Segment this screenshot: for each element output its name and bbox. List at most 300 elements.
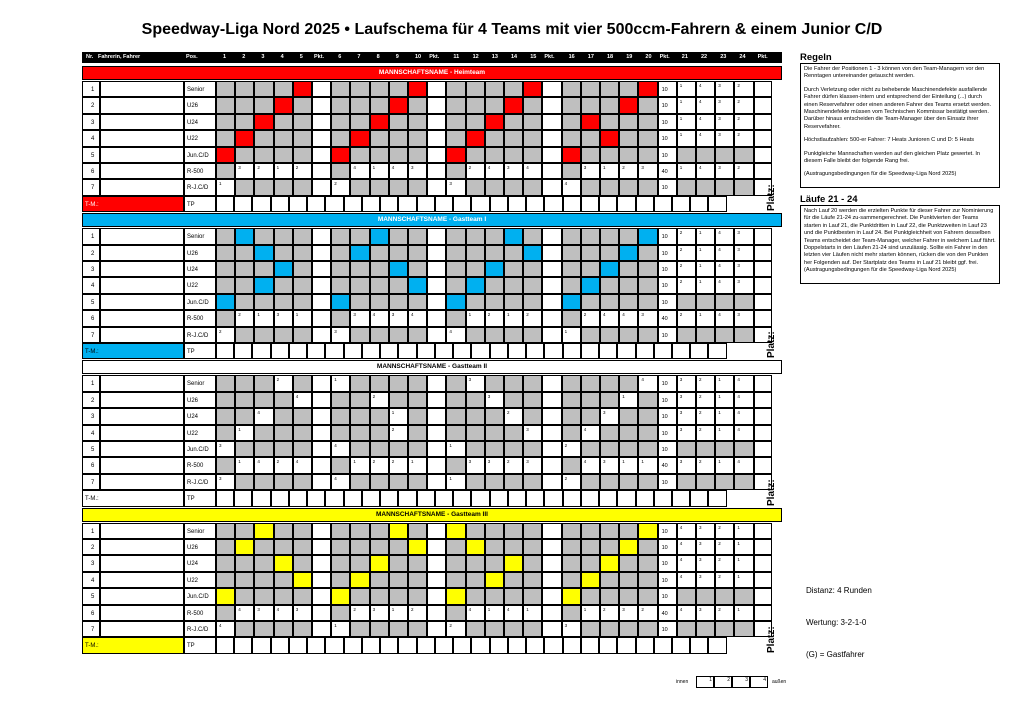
- rider-name-field[interactable]: [100, 114, 184, 130]
- rider-name-field[interactable]: [100, 130, 184, 146]
- team-points-cell[interactable]: [471, 490, 489, 506]
- extra-points-cell[interactable]: [754, 163, 772, 179]
- team-points-cell[interactable]: [490, 343, 508, 359]
- points-cell[interactable]: [542, 375, 561, 391]
- team-points-cell[interactable]: [471, 343, 489, 359]
- team-points-cell[interactable]: [289, 490, 307, 506]
- extra-points-cell[interactable]: [754, 228, 772, 244]
- header-pkt-extra: Pkt.: [757, 54, 768, 60]
- points-cell[interactable]: [427, 81, 446, 97]
- points-cell[interactable]: [427, 555, 446, 571]
- team-points-cell[interactable]: [380, 343, 398, 359]
- points-cell[interactable]: [312, 147, 331, 163]
- team-points-cell[interactable]: [362, 196, 380, 212]
- rider-name-field[interactable]: [100, 81, 184, 97]
- team-points-cell[interactable]: [380, 637, 398, 653]
- points-cell[interactable]: [427, 392, 446, 408]
- team-points-cell[interactable]: [672, 490, 690, 506]
- points-cell[interactable]: [427, 179, 446, 195]
- team-points-cell[interactable]: [417, 343, 435, 359]
- points-cell[interactable]: [312, 294, 331, 310]
- team-points-cell[interactable]: [398, 490, 416, 506]
- team-points-cell[interactable]: [690, 637, 708, 653]
- team-points-cell[interactable]: [362, 637, 380, 653]
- team-points-cell[interactable]: [289, 196, 307, 212]
- rider-name-field[interactable]: [100, 277, 184, 293]
- team-points-cell[interactable]: [252, 490, 270, 506]
- team-points-cell[interactable]: [544, 490, 562, 506]
- team-points-cell[interactable]: [599, 490, 617, 506]
- points-cell[interactable]: [312, 555, 331, 571]
- team-points-cell[interactable]: [271, 637, 289, 653]
- points-cell[interactable]: [427, 425, 446, 441]
- team-points-cell[interactable]: [654, 343, 672, 359]
- points-cell[interactable]: [312, 408, 331, 424]
- heat-cell: [254, 523, 273, 539]
- points-cell[interactable]: [427, 228, 446, 244]
- rider-name-field[interactable]: [100, 228, 184, 244]
- team-points-cell[interactable]: [581, 196, 599, 212]
- extra-points-cell[interactable]: [754, 310, 772, 326]
- points-cell[interactable]: [427, 523, 446, 539]
- points-cell[interactable]: [427, 572, 446, 588]
- heat-cell: [370, 555, 389, 571]
- gate-number: 3: [449, 181, 452, 187]
- points-cell[interactable]: [427, 375, 446, 391]
- points-cell[interactable]: [542, 114, 561, 130]
- extra-points-cell[interactable]: [754, 81, 772, 97]
- points-cell[interactable]: [542, 425, 561, 441]
- points-cell[interactable]: [542, 572, 561, 588]
- team-points-cell[interactable]: [216, 490, 234, 506]
- team-points-cell[interactable]: [581, 637, 599, 653]
- team-points-cell[interactable]: [690, 490, 708, 506]
- gate-number: 4: [257, 459, 260, 465]
- points-cell[interactable]: [312, 457, 331, 473]
- team-points-cell[interactable]: [417, 637, 435, 653]
- points-cell[interactable]: [312, 327, 331, 343]
- team-points-cell[interactable]: [708, 490, 726, 506]
- rider-name-field[interactable]: [100, 523, 184, 539]
- team-points-cell[interactable]: [417, 196, 435, 212]
- team-points-cell[interactable]: [672, 637, 690, 653]
- points-cell[interactable]: [427, 327, 446, 343]
- team-points-cell[interactable]: [380, 490, 398, 506]
- points-cell[interactable]: [312, 441, 331, 457]
- heat-cell: [389, 457, 408, 473]
- extra-points-cell[interactable]: [754, 523, 772, 539]
- gate-number: 4: [391, 165, 395, 170]
- points-cell[interactable]: [427, 130, 446, 146]
- extra-points-cell[interactable]: [754, 408, 772, 424]
- points-cell[interactable]: [542, 408, 561, 424]
- extra-points-cell[interactable]: [754, 245, 772, 261]
- rider-name-field[interactable]: [100, 555, 184, 571]
- team-points-cell[interactable]: [544, 196, 562, 212]
- header-heat-5: 5: [299, 54, 303, 60]
- points-cell[interactable]: [312, 81, 331, 97]
- heat-cell: [581, 605, 600, 621]
- team-points-cell[interactable]: [234, 490, 252, 506]
- team-points-cell[interactable]: [307, 343, 325, 359]
- team-points-cell[interactable]: [617, 490, 635, 506]
- extra-points-cell[interactable]: [754, 425, 772, 441]
- team-points-cell[interactable]: [490, 196, 508, 212]
- heat-cell: [638, 261, 657, 277]
- points-cell[interactable]: [312, 130, 331, 146]
- points-cell[interactable]: [312, 163, 331, 179]
- team-points-cell[interactable]: [690, 343, 708, 359]
- points-cell[interactable]: [542, 294, 561, 310]
- points-cell[interactable]: [312, 539, 331, 555]
- team-points-cell[interactable]: [690, 196, 708, 212]
- team-points-cell[interactable]: [654, 196, 672, 212]
- team-points-cell[interactable]: [398, 343, 416, 359]
- points-cell[interactable]: [312, 605, 331, 621]
- extra-points-cell[interactable]: [754, 605, 772, 621]
- extra-points-cell[interactable]: [754, 261, 772, 277]
- points-cell[interactable]: [312, 588, 331, 604]
- team-points-cell[interactable]: [636, 490, 654, 506]
- heat-cell: [370, 81, 389, 97]
- heat-cell: [562, 457, 581, 473]
- points-cell[interactable]: [427, 310, 446, 326]
- heat-cell: [235, 539, 254, 555]
- heat-cell: [235, 310, 254, 326]
- team-points-cell[interactable]: [654, 637, 672, 653]
- team-points-cell[interactable]: [435, 490, 453, 506]
- points-cell[interactable]: [312, 572, 331, 588]
- team-points-cell[interactable]: [508, 490, 526, 506]
- team-points-cell[interactable]: [599, 637, 617, 653]
- rider-name-field[interactable]: [100, 294, 184, 310]
- rider-name-field[interactable]: [100, 147, 184, 163]
- team-points-cell[interactable]: [289, 637, 307, 653]
- row-number: 6: [91, 610, 95, 617]
- team-points-cell[interactable]: [435, 196, 453, 212]
- heat-cell: [254, 621, 273, 637]
- points-cell[interactable]: [542, 163, 561, 179]
- points-cell[interactable]: [542, 523, 561, 539]
- heat-cell: [293, 523, 312, 539]
- points-cell[interactable]: [427, 114, 446, 130]
- team-points-cell[interactable]: [252, 637, 270, 653]
- team-points-cell[interactable]: [563, 637, 581, 653]
- points-cell[interactable]: [427, 588, 446, 604]
- rider-name-field[interactable]: [100, 261, 184, 277]
- team-points-cell[interactable]: [325, 343, 343, 359]
- heat-cell: [466, 621, 485, 637]
- team-points-cell[interactable]: [344, 637, 362, 653]
- points-cell[interactable]: [427, 97, 446, 113]
- extra-points-cell[interactable]: [754, 97, 772, 113]
- team-points-cell[interactable]: [708, 637, 726, 653]
- team-points-cell[interactable]: [234, 637, 252, 653]
- points-cell[interactable]: [312, 621, 331, 637]
- heat-cell: [562, 228, 581, 244]
- points-cell[interactable]: [542, 147, 561, 163]
- extra-points-cell[interactable]: [754, 294, 772, 310]
- extra-points-cell[interactable]: [754, 588, 772, 604]
- team-points-cell[interactable]: [216, 637, 234, 653]
- team-points-cell[interactable]: [617, 637, 635, 653]
- team-points-cell[interactable]: [636, 637, 654, 653]
- team-points-cell[interactable]: [234, 196, 252, 212]
- team-points-cell[interactable]: [490, 637, 508, 653]
- points-cell[interactable]: [427, 163, 446, 179]
- points-cell[interactable]: [312, 97, 331, 113]
- points-cell[interactable]: [427, 457, 446, 473]
- team-points-cell[interactable]: [435, 637, 453, 653]
- team-points-cell[interactable]: [344, 343, 362, 359]
- team-points-cell[interactable]: [307, 490, 325, 506]
- extra-points-cell[interactable]: [754, 147, 772, 163]
- rider-name-field[interactable]: [100, 245, 184, 261]
- team-points-cell[interactable]: [599, 343, 617, 359]
- points-cell[interactable]: [542, 555, 561, 571]
- rider-name-field[interactable]: [100, 588, 184, 604]
- team-points-cell[interactable]: [617, 196, 635, 212]
- heat-cell: [331, 81, 350, 97]
- team-points-cell[interactable]: [252, 196, 270, 212]
- gate-number: 4: [679, 524, 683, 530]
- rider-name-field[interactable]: [100, 392, 184, 408]
- points-cell[interactable]: [427, 539, 446, 555]
- points-cell[interactable]: [542, 261, 561, 277]
- team-points-cell[interactable]: [526, 343, 544, 359]
- team-points-cell[interactable]: [216, 343, 234, 359]
- heat-cell: [638, 375, 657, 391]
- team-points-cell[interactable]: [453, 637, 471, 653]
- points-cell[interactable]: [312, 375, 331, 391]
- points-cell[interactable]: [312, 310, 331, 326]
- team-points-cell[interactable]: [636, 196, 654, 212]
- team-points-cell[interactable]: [471, 637, 489, 653]
- team-points-cell[interactable]: [252, 343, 270, 359]
- heat-cell: [562, 130, 581, 146]
- team-manager-field[interactable]: [82, 196, 184, 212]
- team-points-cell[interactable]: [362, 490, 380, 506]
- points-cell[interactable]: [542, 327, 561, 343]
- team-manager-field[interactable]: [82, 637, 184, 653]
- heat-cell: [216, 539, 235, 555]
- team-points-cell[interactable]: [325, 490, 343, 506]
- points-cell[interactable]: [427, 277, 446, 293]
- rider-name-field[interactable]: [100, 605, 184, 621]
- team-points-cell[interactable]: [490, 490, 508, 506]
- team-points-cell[interactable]: [508, 637, 526, 653]
- rider-name-field[interactable]: [100, 457, 184, 473]
- team-points-cell[interactable]: [526, 637, 544, 653]
- team-manager-field[interactable]: [82, 490, 184, 506]
- team-points-cell[interactable]: [325, 637, 343, 653]
- team-points-cell[interactable]: [654, 490, 672, 506]
- extra-points-cell[interactable]: [754, 457, 772, 473]
- team-points-cell[interactable]: [708, 196, 726, 212]
- team-points-cell[interactable]: [435, 343, 453, 359]
- team-points-cell[interactable]: [526, 196, 544, 212]
- team-points-cell[interactable]: [617, 343, 635, 359]
- points-cell[interactable]: [427, 621, 446, 637]
- header-nr: Nr.: [86, 54, 94, 60]
- team-points-cell[interactable]: [307, 637, 325, 653]
- team-points-cell[interactable]: [325, 196, 343, 212]
- team-points-cell[interactable]: [271, 490, 289, 506]
- rider-name-field[interactable]: [100, 97, 184, 113]
- extra-points-cell[interactable]: [754, 539, 772, 555]
- heat-cell: [638, 539, 657, 555]
- heat-cell: [619, 327, 638, 343]
- row-number-cell: [82, 130, 100, 146]
- heat-cell: [523, 605, 542, 621]
- rider-name-field[interactable]: [100, 572, 184, 588]
- points-cell[interactable]: [427, 408, 446, 424]
- points-cell[interactable]: [312, 392, 331, 408]
- team-points-cell[interactable]: [599, 196, 617, 212]
- points-cell[interactable]: [427, 261, 446, 277]
- team-points-cell[interactable]: [453, 490, 471, 506]
- heat-cell: [562, 555, 581, 571]
- team-points-cell[interactable]: [398, 637, 416, 653]
- gate-number: 3: [718, 83, 721, 88]
- points-cell[interactable]: [542, 539, 561, 555]
- extra-points-cell[interactable]: [754, 375, 772, 391]
- rider-name-field[interactable]: [100, 539, 184, 555]
- rider-name-field[interactable]: [100, 327, 184, 343]
- team-points-cell[interactable]: [344, 490, 362, 506]
- position-cell: [184, 130, 216, 146]
- points-cell[interactable]: [312, 425, 331, 441]
- points-cell[interactable]: [427, 441, 446, 457]
- points-cell[interactable]: [542, 621, 561, 637]
- points-cell[interactable]: [427, 245, 446, 261]
- points-cell[interactable]: [542, 97, 561, 113]
- rider-name-field[interactable]: [100, 310, 184, 326]
- heat-cell: [562, 163, 581, 179]
- team-points-cell[interactable]: [344, 196, 362, 212]
- rider-name-field[interactable]: [100, 425, 184, 441]
- team-points-cell[interactable]: [234, 343, 252, 359]
- extra-heat-cell: [677, 261, 696, 277]
- team-points-cell[interactable]: [526, 490, 544, 506]
- rider-name-field[interactable]: [100, 408, 184, 424]
- points-cell[interactable]: [312, 474, 331, 490]
- team-points-cell[interactable]: [417, 490, 435, 506]
- team-points-cell[interactable]: [544, 637, 562, 653]
- points-cell[interactable]: [542, 245, 561, 261]
- team-points-cell[interactable]: [471, 196, 489, 212]
- team-points-cell[interactable]: [544, 343, 562, 359]
- team-points-cell[interactable]: [307, 196, 325, 212]
- gate-number: 3: [718, 132, 721, 138]
- points-cell[interactable]: [542, 457, 561, 473]
- extra-points-cell[interactable]: [754, 572, 772, 588]
- points-cell[interactable]: [427, 147, 446, 163]
- team-points-cell[interactable]: [636, 343, 654, 359]
- points-cell[interactable]: [427, 605, 446, 621]
- extra-points-cell[interactable]: [754, 441, 772, 457]
- heat-cell: [408, 408, 427, 424]
- extra-points-cell[interactable]: [754, 277, 772, 293]
- points-cell[interactable]: [542, 310, 561, 326]
- points-cell[interactable]: [542, 277, 561, 293]
- team-points-cell[interactable]: [581, 343, 599, 359]
- points-cell[interactable]: [542, 588, 561, 604]
- points-cell[interactable]: [312, 228, 331, 244]
- points-cell[interactable]: [542, 81, 561, 97]
- row-number: 5: [91, 299, 95, 306]
- points-cell[interactable]: [542, 474, 561, 490]
- extra-points-cell[interactable]: [754, 392, 772, 408]
- gate-number: 3: [718, 99, 721, 105]
- points-cell[interactable]: [542, 605, 561, 621]
- team-points-cell[interactable]: [398, 196, 416, 212]
- extra-heat-cell: [715, 327, 734, 343]
- team-points-cell[interactable]: [563, 343, 581, 359]
- points-cell[interactable]: [312, 261, 331, 277]
- rider-name-field[interactable]: [100, 621, 184, 637]
- team-points-cell[interactable]: [581, 490, 599, 506]
- team-points-cell[interactable]: [362, 343, 380, 359]
- points-cell[interactable]: [312, 277, 331, 293]
- extra-points-cell[interactable]: [754, 555, 772, 571]
- points-cell[interactable]: [312, 523, 331, 539]
- team-points-cell[interactable]: [563, 196, 581, 212]
- extra-points-cell[interactable]: [754, 130, 772, 146]
- rider-name-field[interactable]: [100, 163, 184, 179]
- points-cell[interactable]: [542, 441, 561, 457]
- points-cell[interactable]: [542, 392, 561, 408]
- points-cell[interactable]: [312, 179, 331, 195]
- team-points-cell[interactable]: [271, 196, 289, 212]
- gate-number: 4: [353, 165, 356, 170]
- position-cell: [184, 277, 216, 293]
- heat-cell: [504, 539, 523, 555]
- rider-name-field[interactable]: [100, 179, 184, 195]
- points-cell[interactable]: [312, 245, 331, 261]
- heat-cell: [562, 523, 581, 539]
- team-manager-field[interactable]: [82, 343, 184, 359]
- points-cell[interactable]: [542, 228, 561, 244]
- team-points-cell[interactable]: [672, 196, 690, 212]
- team-points-cell[interactable]: [672, 343, 690, 359]
- header-heat-16: 16: [568, 54, 575, 60]
- team-points-cell[interactable]: [271, 343, 289, 359]
- heat-cell: [485, 441, 504, 457]
- team-points-cell[interactable]: [289, 343, 307, 359]
- extra-heat-cell: [677, 605, 696, 621]
- team-points-cell[interactable]: [563, 490, 581, 506]
- points-cell[interactable]: [542, 179, 561, 195]
- team-points-cell[interactable]: [453, 343, 471, 359]
- extra-points-cell[interactable]: [754, 114, 772, 130]
- heat-cell: [638, 441, 657, 457]
- team-points-cell[interactable]: [708, 343, 726, 359]
- points-cell[interactable]: [427, 294, 446, 310]
- team-points-cell[interactable]: [508, 343, 526, 359]
- team-points-cell[interactable]: [508, 196, 526, 212]
- points-cell[interactable]: [312, 114, 331, 130]
- team-points-cell[interactable]: [216, 196, 234, 212]
- team-points-cell[interactable]: [453, 196, 471, 212]
- points-cell[interactable]: [427, 474, 446, 490]
- points-cell[interactable]: [542, 130, 561, 146]
- rider-name-field[interactable]: [100, 441, 184, 457]
- rider-name-field[interactable]: [100, 375, 184, 391]
- rider-name-field[interactable]: [100, 474, 184, 490]
- team-points-cell[interactable]: [380, 196, 398, 212]
- total-value: 10: [661, 577, 668, 584]
